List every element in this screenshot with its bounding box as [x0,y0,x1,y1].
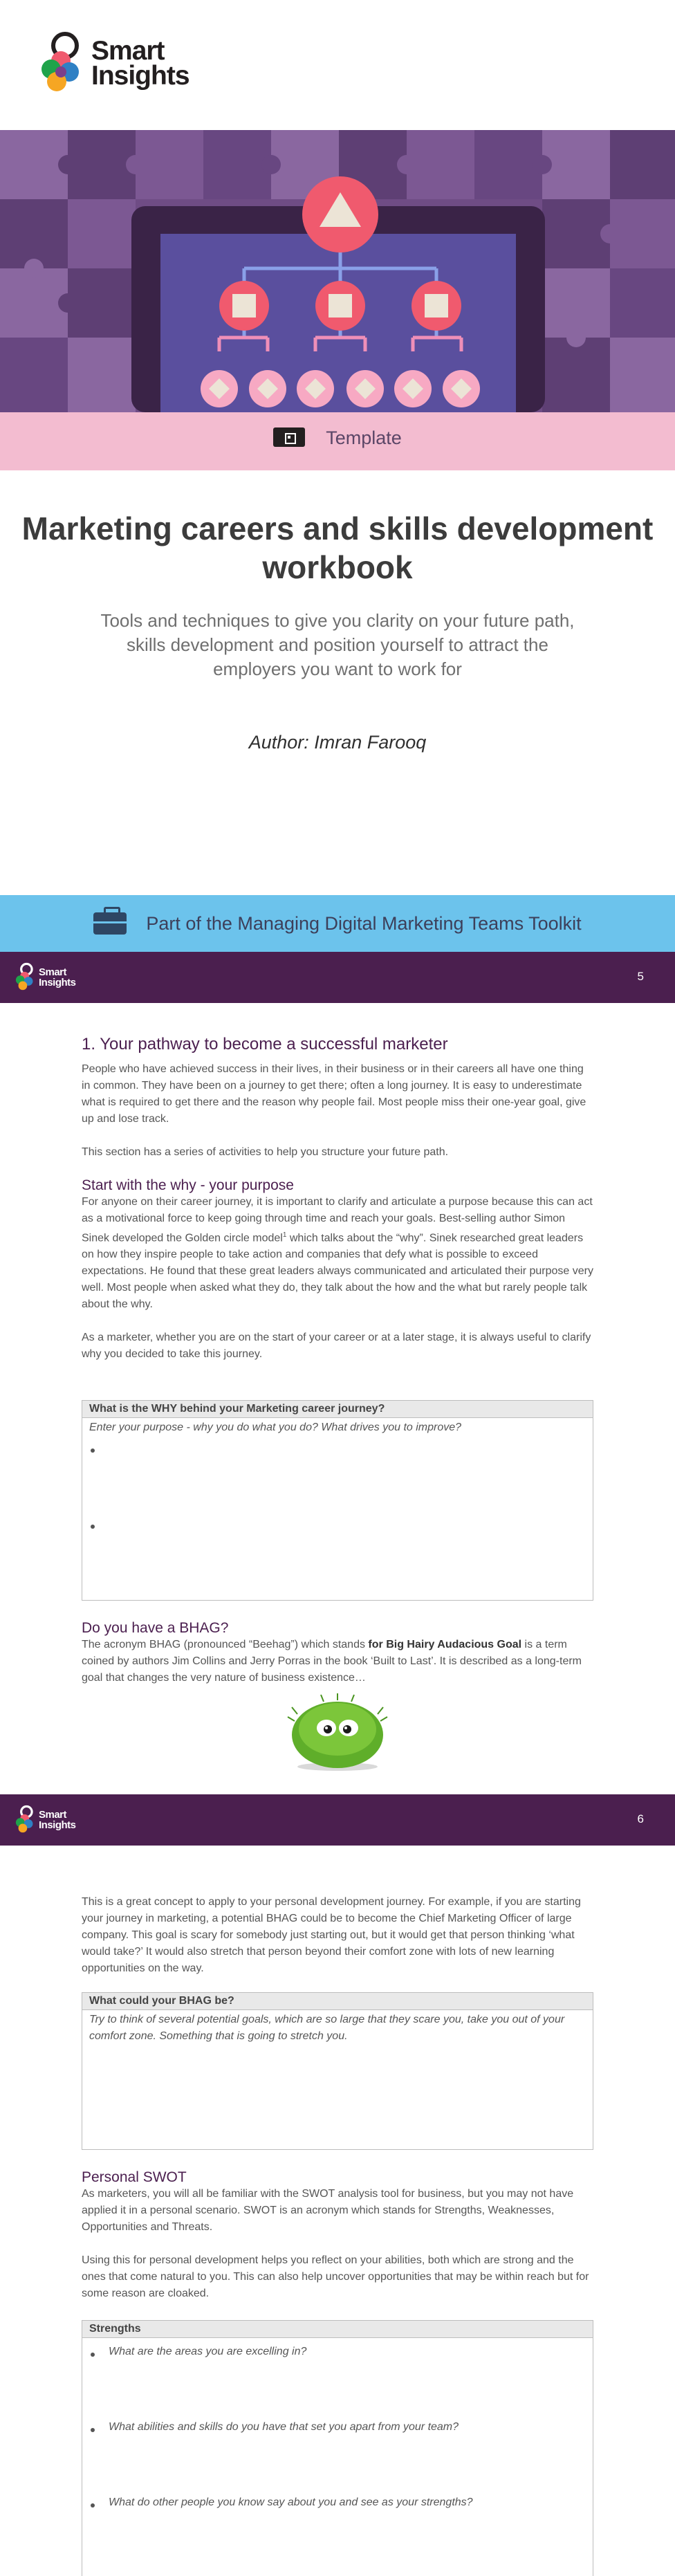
strengths-question: What abilities and skills do you have that set you apart from your team? [109,2421,459,2433]
logo-word-smart: Smart [39,1809,67,1821]
bhag-section [82,1620,593,1686]
bhag-text-a: The acronym BHAG (pronounced “Beehag”) which stands [82,1639,369,1650]
bullet-icon [91,1448,95,1453]
bhag-box-title: What could your BHAG be? [82,1993,593,2010]
swot-paragraph: As marketers, you will all be familiar with the SWOT analysis tool for business, but you may not have applied it in a personal scenario. SWOT is an acronym which stands for Strengths, Weaknesses, Opportunities and Threats. [82,2188,574,2233]
intro-paragraph: People who have achieved success in their lives, in their business or in their careers all have one thing in common. They have been on a journey to get there; often a long journey. It is easy to underestimate what is required to get there and the reason why people fail. Most people miss their one-year goal, give up and lose track. [82,1063,586,1125]
why-text-part-b: which talks about the “why”. Sinek researched great leaders on how they inspire people to take action and companies that defy what is possible to exceed expectations. He found that these great leaders always communicated and articulated their purpose very well. Most people when asked what they do, they talk about the how and the what but rarely people talk about the why. [82,1232,593,1311]
document-subtitle: Tools and techniques to give you clarity on your future path, skills development and position yourself to attract the employers you want to work for [100,610,575,679]
swot-heading: Personal SWOT [82,2169,187,2185]
bullet-icon [91,2503,95,2508]
header-logo [15,962,76,993]
logo-mark-icon [15,962,36,993]
org-chart-illustration [0,130,675,412]
footnote-ref[interactable]: 1 [282,1231,287,1239]
logo-word-smart: Smart [39,966,67,978]
strengths-question: What are the areas you are excelling in? [109,2346,307,2357]
page-header [0,952,675,1003]
smart-insights-logo [40,29,189,98]
toolkit-banner[interactable] [0,895,675,952]
briefcase-icon [93,912,127,935]
fluffy-monster-icon [282,1693,393,1771]
why-text-part-a: For anyone on their career journey, it is important to clarify and articulate a purpose because this can act as a motivational force to keep going through time and reach your goals. Best-selling author Simon Sinek developed the Golden circle model [82,1196,593,1244]
green-monster-image [282,1693,393,1771]
document-author: Author: Imran Farooq [248,732,427,753]
intro-paragraph-2: This section has a series of activities to help you structure your future path. [82,1146,449,1158]
bhag-heading: Do you have a BHAG? [82,1620,229,1636]
why-paragraph-2: As a marketer, whether you are on the start of your career or at a later stage, it is always useful to clarify why you decided to take this journey. [82,1332,591,1361]
why-input-box[interactable] [82,1400,593,1601]
bhag-example-paragraph: This is a great concept to apply to your personal development journey. For example, if you are starting your journey in marketing, a potential BHAG could be to become the Chief Marketing Officer of large company. This goal is scary for somebody just starting out, but it would get that person thinking ‘what would take?’ It would also stretch that person beyond their comfort zone with lots of new learning opportunities on the way. [82,1896,581,1974]
why-box-prompt: Enter your purpose - why you do what you do? What drives you to improve? [89,1422,462,1433]
why-paragraph [82,1194,593,1313]
header-logo [15,1804,76,1836]
cover-logo-area [0,0,675,130]
toolkit-link-text[interactable]: Part of the Managing Digital Marketing Teams Toolkit [146,912,582,934]
template-icon [273,427,305,447]
strengths-question: What do other people you know say about you and see as your strengths? [109,2496,473,2508]
bullet-icon [91,2428,95,2432]
document-title: Marketing careers and skills development workbook [21,510,654,585]
page-number: 6 [637,1812,644,1825]
page6-content [82,1894,593,1977]
page-header [0,1794,675,1846]
template-label [0,427,675,449]
bhag-input-box[interactable] [82,1992,593,2150]
bullet-icon [91,1525,95,1529]
why-box-title: What is the WHY behind your Marketing career journey? [82,1401,593,1418]
logo-word-insights: Insights [39,977,76,988]
bhag-text-bold: for Big Hairy Audacious Goal [368,1639,522,1650]
logo-word-insights: Insights [91,61,189,91]
swot-section [82,2169,593,2302]
logo-mark-icon [15,1804,36,1836]
bullet-icon [91,2353,95,2357]
bhag-text-b: is a term coined by authors Jim Collins and Jerry Porras in the book ‘Built to Last’. It is described as a long-term goal that changes the very nature of business existence… [82,1639,582,1684]
logo-word-insights: Insights [39,1819,76,1831]
section-heading: 1. Your pathway to become a successful marketer [82,1035,448,1054]
template-label-text: Template [326,427,402,448]
swot-paragraph-2: Using this for personal development helps you reflect on your abilities, both which are strong and the ones that come natural to you. This can also help uncover opportunities that may be within reach but for some reason are cloaked. [82,2254,589,2299]
logo-word-smart: Smart [91,36,165,66]
strengths-box-title: Strengths [82,2321,593,2338]
bhag-box-prompt: Try to think of several potential goals, which are so large that they scare you, take you out of your comfort zone. Something that is going to stretch you. [89,2014,565,2042]
page5-content [82,1035,593,1363]
hero-illustration [0,130,675,412]
page-number: 5 [637,970,644,983]
why-heading: Start with the why - your purpose [82,1177,294,1193]
logo-mark-icon [40,29,86,98]
bhag-paragraph [82,1637,593,1686]
strengths-input-box[interactable] [82,2320,593,2576]
